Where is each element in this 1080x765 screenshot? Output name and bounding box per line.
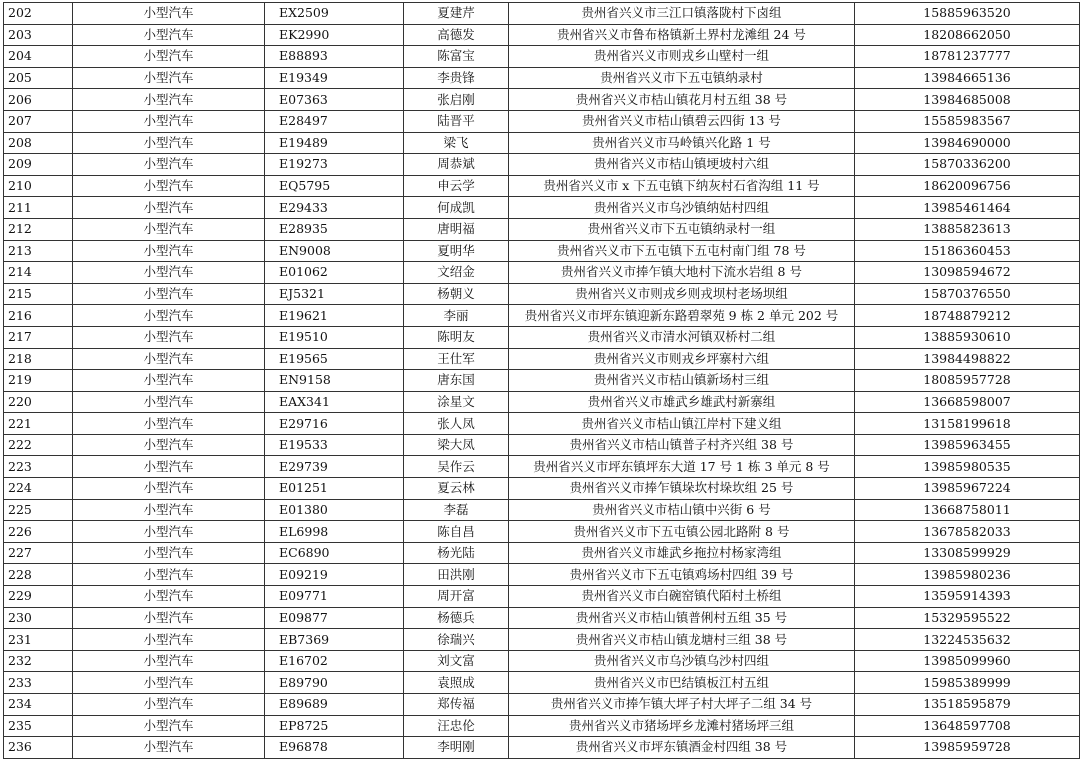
- phone-cell: 13985959728: [855, 737, 1080, 759]
- owner-name-cell: 涂星文: [404, 391, 509, 413]
- plate-number-cell: E01062: [265, 262, 404, 284]
- table-body: [4, 3, 1080, 759]
- vehicle-type-cell: 小型汽车: [73, 391, 265, 413]
- owner-name-cell: 李丽: [404, 305, 509, 327]
- vehicle-type-cell: 小型汽车: [73, 326, 265, 348]
- address-cell: 贵州省兴义市下五屯镇纳录村一组: [509, 218, 855, 240]
- owner-name-cell: 李贵锋: [404, 67, 509, 89]
- phone-cell: 13984498822: [855, 348, 1080, 370]
- table-row: [4, 672, 1080, 694]
- address-cell: 贵州省兴义市桔山镇普子村齐兴组 38 号: [509, 434, 855, 456]
- phone-cell: 13668758011: [855, 499, 1080, 521]
- plate-number-cell: EN9008: [265, 240, 404, 262]
- vehicle-type-cell: 小型汽车: [73, 89, 265, 111]
- row-number-cell: 208: [4, 132, 73, 154]
- plate-number-cell: EP8725: [265, 715, 404, 737]
- vehicle-type-cell: 小型汽车: [73, 629, 265, 651]
- table-row: [4, 24, 1080, 46]
- table-row: [4, 737, 1080, 759]
- plate-number-cell: E89689: [265, 694, 404, 716]
- owner-name-cell: 郑传福: [404, 694, 509, 716]
- owner-name-cell: 梁飞: [404, 132, 509, 154]
- table-row: [4, 305, 1080, 327]
- plate-number-cell: E19510: [265, 326, 404, 348]
- vehicle-type-cell: 小型汽车: [73, 175, 265, 197]
- address-cell: 贵州省兴义市桔山镇新场村三组: [509, 370, 855, 392]
- phone-cell: 13678582033: [855, 521, 1080, 543]
- owner-name-cell: 陈明友: [404, 326, 509, 348]
- vehicle-type-cell: 小型汽车: [73, 542, 265, 564]
- vehicle-type-cell: 小型汽车: [73, 24, 265, 46]
- owner-name-cell: 汪忠伦: [404, 715, 509, 737]
- plate-number-cell: E19565: [265, 348, 404, 370]
- vehicle-type-cell: 小型汽车: [73, 154, 265, 176]
- table-row: [4, 218, 1080, 240]
- phone-cell: 13985967224: [855, 478, 1080, 500]
- row-number-cell: 233: [4, 672, 73, 694]
- phone-cell: 13985461464: [855, 197, 1080, 219]
- row-number-cell: 222: [4, 434, 73, 456]
- owner-name-cell: 刘文富: [404, 650, 509, 672]
- plate-number-cell: EK2990: [265, 24, 404, 46]
- table-row: [4, 607, 1080, 629]
- phone-cell: 13984665136: [855, 67, 1080, 89]
- address-cell: 贵州省兴义市捧乍镇垛坎村垛坎组 25 号: [509, 478, 855, 500]
- owner-name-cell: 高德发: [404, 24, 509, 46]
- phone-cell: 13984690000: [855, 132, 1080, 154]
- address-cell: 贵州省兴义市桔山镇普俐村五组 35 号: [509, 607, 855, 629]
- row-number-cell: 210: [4, 175, 73, 197]
- address-cell: 贵州省兴义市桔山镇龙塘村三组 38 号: [509, 629, 855, 651]
- row-number-cell: 209: [4, 154, 73, 176]
- plate-number-cell: E28497: [265, 110, 404, 132]
- table-row: [4, 3, 1080, 25]
- row-number-cell: 228: [4, 564, 73, 586]
- row-number-cell: 225: [4, 499, 73, 521]
- table-row: [4, 132, 1080, 154]
- address-cell: 贵州省兴义市巴结镇板江村五组: [509, 672, 855, 694]
- vehicle-type-cell: 小型汽车: [73, 607, 265, 629]
- owner-name-cell: 杨光陆: [404, 542, 509, 564]
- phone-cell: 15186360453: [855, 240, 1080, 262]
- plate-number-cell: E29433: [265, 197, 404, 219]
- row-number-cell: 206: [4, 89, 73, 111]
- phone-cell: 13668598007: [855, 391, 1080, 413]
- table-row: [4, 629, 1080, 651]
- phone-cell: 13985963455: [855, 434, 1080, 456]
- plate-number-cell: E19533: [265, 434, 404, 456]
- table-row: [4, 564, 1080, 586]
- row-number-cell: 234: [4, 694, 73, 716]
- vehicle-type-cell: 小型汽车: [73, 283, 265, 305]
- owner-name-cell: 杨朝义: [404, 283, 509, 305]
- plate-number-cell: EC6890: [265, 542, 404, 564]
- row-number-cell: 215: [4, 283, 73, 305]
- row-number-cell: 214: [4, 262, 73, 284]
- phone-cell: 13885930610: [855, 326, 1080, 348]
- table-row: [4, 348, 1080, 370]
- plate-number-cell: E07363: [265, 89, 404, 111]
- row-number-cell: 231: [4, 629, 73, 651]
- phone-cell: 15985389999: [855, 672, 1080, 694]
- owner-name-cell: 夏明华: [404, 240, 509, 262]
- row-number-cell: 227: [4, 542, 73, 564]
- row-number-cell: 223: [4, 456, 73, 478]
- vehicle-type-cell: 小型汽车: [73, 132, 265, 154]
- table-row: [4, 110, 1080, 132]
- address-cell: 贵州省兴义市坪东镇酒金村四组 38 号: [509, 737, 855, 759]
- row-number-cell: 232: [4, 650, 73, 672]
- owner-name-cell: 张启刚: [404, 89, 509, 111]
- row-number-cell: 212: [4, 218, 73, 240]
- owner-name-cell: 文绍金: [404, 262, 509, 284]
- table-row: [4, 694, 1080, 716]
- vehicle-owner-table: [3, 2, 1080, 759]
- plate-number-cell: E09771: [265, 586, 404, 608]
- row-number-cell: 213: [4, 240, 73, 262]
- owner-name-cell: 何成凯: [404, 197, 509, 219]
- owner-name-cell: 陆晋平: [404, 110, 509, 132]
- owner-name-cell: 徐瑞兴: [404, 629, 509, 651]
- address-cell: 贵州省兴义市桔山镇中兴街 6 号: [509, 499, 855, 521]
- table-row: [4, 326, 1080, 348]
- plate-number-cell: E88893: [265, 46, 404, 68]
- plate-number-cell: E09219: [265, 564, 404, 586]
- owner-name-cell: 李磊: [404, 499, 509, 521]
- table-row: [4, 715, 1080, 737]
- vehicle-type-cell: 小型汽车: [73, 3, 265, 25]
- vehicle-type-cell: 小型汽车: [73, 478, 265, 500]
- owner-name-cell: 夏云林: [404, 478, 509, 500]
- row-number-cell: 219: [4, 370, 73, 392]
- phone-cell: 15870376550: [855, 283, 1080, 305]
- table-row: [4, 456, 1080, 478]
- address-cell: 贵州省兴义市下五屯镇公园北路附 8 号: [509, 521, 855, 543]
- phone-cell: 18208662050: [855, 24, 1080, 46]
- address-cell: 贵州省兴义市桔山镇江岸村下建义组: [509, 413, 855, 435]
- phone-cell: 13158199618: [855, 413, 1080, 435]
- address-cell: 贵州省兴义市则戎乡则戎坝村老场坝组: [509, 283, 855, 305]
- table-row: [4, 283, 1080, 305]
- plate-number-cell: E19349: [265, 67, 404, 89]
- owner-name-cell: 张人凤: [404, 413, 509, 435]
- table-row: [4, 521, 1080, 543]
- address-cell: 贵州省兴义市三江口镇落陇村下卤组: [509, 3, 855, 25]
- table-row: [4, 154, 1080, 176]
- phone-cell: 18748879212: [855, 305, 1080, 327]
- plate-number-cell: E28935: [265, 218, 404, 240]
- address-cell: 贵州省兴义市下五屯镇下五屯村南门组 78 号: [509, 240, 855, 262]
- address-cell: 贵州省兴义市捧乍镇大坪子村大坪子二组 34 号: [509, 694, 855, 716]
- address-cell: 贵州省兴义市猪场坪乡龙滩村猪场坪三组: [509, 715, 855, 737]
- vehicle-type-cell: 小型汽车: [73, 67, 265, 89]
- address-cell: 贵州省兴义市下五屯镇鸡场村四组 39 号: [509, 564, 855, 586]
- vehicle-type-cell: 小型汽车: [73, 197, 265, 219]
- row-number-cell: 203: [4, 24, 73, 46]
- address-cell: 贵州省兴义市白碗窑镇代陌村土桥组: [509, 586, 855, 608]
- row-number-cell: 216: [4, 305, 73, 327]
- table-row: [4, 46, 1080, 68]
- row-number-cell: 205: [4, 67, 73, 89]
- vehicle-type-cell: 小型汽车: [73, 370, 265, 392]
- address-cell: 贵州省兴义市桔山镇花月村五组 38 号: [509, 89, 855, 111]
- owner-name-cell: 袁照成: [404, 672, 509, 694]
- address-cell: 贵州省兴义市则戎乡山壁村一组: [509, 46, 855, 68]
- plate-number-cell: EN9158: [265, 370, 404, 392]
- vehicle-type-cell: 小型汽车: [73, 434, 265, 456]
- row-number-cell: 202: [4, 3, 73, 25]
- table-row: [4, 650, 1080, 672]
- owner-name-cell: 周恭斌: [404, 154, 509, 176]
- vehicle-type-cell: 小型汽车: [73, 694, 265, 716]
- phone-cell: 15870336200: [855, 154, 1080, 176]
- row-number-cell: 226: [4, 521, 73, 543]
- plate-number-cell: E96878: [265, 737, 404, 759]
- owner-name-cell: 唐明福: [404, 218, 509, 240]
- vehicle-type-cell: 小型汽车: [73, 456, 265, 478]
- row-number-cell: 217: [4, 326, 73, 348]
- vehicle-type-cell: 小型汽车: [73, 521, 265, 543]
- address-cell: 贵州省兴义市马岭镇兴化路 1 号: [509, 132, 855, 154]
- phone-cell: 13098594672: [855, 262, 1080, 284]
- row-number-cell: 221: [4, 413, 73, 435]
- phone-cell: 13885823613: [855, 218, 1080, 240]
- phone-cell: 15585983567: [855, 110, 1080, 132]
- address-cell: 贵州省兴义市坪东镇坪东大道 17 号 1 栋 3 单元 8 号: [509, 456, 855, 478]
- phone-cell: 18781237777: [855, 46, 1080, 68]
- owner-name-cell: 周开富: [404, 586, 509, 608]
- row-number-cell: 224: [4, 478, 73, 500]
- plate-number-cell: E01251: [265, 478, 404, 500]
- table-row: [4, 67, 1080, 89]
- address-cell: 贵州省兴义市下五屯镇纳录村: [509, 67, 855, 89]
- table-row: [4, 499, 1080, 521]
- address-cell: 贵州省兴义市鲁布格镇新土界村龙滩组 24 号: [509, 24, 855, 46]
- phone-cell: 13308599929: [855, 542, 1080, 564]
- owner-name-cell: 吴作云: [404, 456, 509, 478]
- phone-cell: 18620096756: [855, 175, 1080, 197]
- row-number-cell: 220: [4, 391, 73, 413]
- vehicle-type-cell: 小型汽车: [73, 564, 265, 586]
- owner-name-cell: 唐东国: [404, 370, 509, 392]
- plate-number-cell: E19273: [265, 154, 404, 176]
- row-number-cell: 230: [4, 607, 73, 629]
- plate-number-cell: EJ5321: [265, 283, 404, 305]
- plate-number-cell: E19489: [265, 132, 404, 154]
- phone-cell: 18085957728: [855, 370, 1080, 392]
- table-row: [4, 370, 1080, 392]
- table-row: [4, 175, 1080, 197]
- phone-cell: 13224535632: [855, 629, 1080, 651]
- plate-number-cell: E89790: [265, 672, 404, 694]
- table-row: [4, 89, 1080, 111]
- address-cell: 贵州省兴义市乌沙镇乌沙村四组: [509, 650, 855, 672]
- phone-cell: 13595914393: [855, 586, 1080, 608]
- address-cell: 贵州省兴义市坪东镇迎新东路碧翠苑 9 栋 2 单元 202 号: [509, 305, 855, 327]
- vehicle-type-cell: 小型汽车: [73, 650, 265, 672]
- vehicle-type-cell: 小型汽车: [73, 413, 265, 435]
- table-row: [4, 197, 1080, 219]
- plate-number-cell: E19621: [265, 305, 404, 327]
- table-row: [4, 542, 1080, 564]
- phone-cell: 15329595522: [855, 607, 1080, 629]
- phone-cell: 13984685008: [855, 89, 1080, 111]
- owner-name-cell: 王仕军: [404, 348, 509, 370]
- vehicle-type-cell: 小型汽车: [73, 672, 265, 694]
- table-row: [4, 413, 1080, 435]
- owner-name-cell: 梁大凤: [404, 434, 509, 456]
- owner-name-cell: 李明刚: [404, 737, 509, 759]
- row-number-cell: 235: [4, 715, 73, 737]
- plate-number-cell: EQ5795: [265, 175, 404, 197]
- row-number-cell: 211: [4, 197, 73, 219]
- plate-number-cell: EB7369: [265, 629, 404, 651]
- vehicle-type-cell: 小型汽车: [73, 348, 265, 370]
- address-cell: 贵州省兴义市桔山镇埂坡村六组: [509, 154, 855, 176]
- vehicle-type-cell: 小型汽车: [73, 110, 265, 132]
- vehicle-type-cell: 小型汽车: [73, 46, 265, 68]
- table-row: [4, 240, 1080, 262]
- phone-cell: 13985099960: [855, 650, 1080, 672]
- address-cell: 贵州省兴义市清水河镇双桥村二组: [509, 326, 855, 348]
- vehicle-type-cell: 小型汽车: [73, 262, 265, 284]
- row-number-cell: 236: [4, 737, 73, 759]
- address-cell: 贵州省兴义市乌沙镇纳姑村四组: [509, 197, 855, 219]
- phone-cell: 13985980535: [855, 456, 1080, 478]
- vehicle-type-cell: 小型汽车: [73, 715, 265, 737]
- address-cell: 贵州省兴义市桔山镇碧云四街 13 号: [509, 110, 855, 132]
- plate-number-cell: E01380: [265, 499, 404, 521]
- vehicle-type-cell: 小型汽车: [73, 305, 265, 327]
- plate-number-cell: EL6998: [265, 521, 404, 543]
- phone-cell: 13985980236: [855, 564, 1080, 586]
- owner-name-cell: 杨德兵: [404, 607, 509, 629]
- address-cell: 贵州省兴义市 x 下五屯镇下纳灰村石省沟组 11 号: [509, 175, 855, 197]
- owner-name-cell: 陈富宝: [404, 46, 509, 68]
- row-number-cell: 207: [4, 110, 73, 132]
- plate-number-cell: E29716: [265, 413, 404, 435]
- plate-number-cell: EX2509: [265, 3, 404, 25]
- plate-number-cell: E29739: [265, 456, 404, 478]
- vehicle-type-cell: 小型汽车: [73, 586, 265, 608]
- owner-name-cell: 田洪刚: [404, 564, 509, 586]
- owner-name-cell: 夏建芹: [404, 3, 509, 25]
- table-row: [4, 262, 1080, 284]
- table-row: [4, 434, 1080, 456]
- plate-number-cell: EAX341: [265, 391, 404, 413]
- vehicle-type-cell: 小型汽车: [73, 499, 265, 521]
- owner-name-cell: 申云学: [404, 175, 509, 197]
- vehicle-type-cell: 小型汽车: [73, 240, 265, 262]
- phone-cell: 15885963520: [855, 3, 1080, 25]
- owner-name-cell: 陈自昌: [404, 521, 509, 543]
- row-number-cell: 229: [4, 586, 73, 608]
- phone-cell: 13648597708: [855, 715, 1080, 737]
- vehicle-type-cell: 小型汽车: [73, 218, 265, 240]
- table-row: [4, 586, 1080, 608]
- address-cell: 贵州省兴义市捧乍镇大地村下流水岩组 8 号: [509, 262, 855, 284]
- address-cell: 贵州省兴义市雄武乡拖拉村杨家湾组: [509, 542, 855, 564]
- address-cell: 贵州省兴义市则戎乡坪寨村六组: [509, 348, 855, 370]
- row-number-cell: 218: [4, 348, 73, 370]
- vehicle-type-cell: 小型汽车: [73, 737, 265, 759]
- plate-number-cell: E09877: [265, 607, 404, 629]
- table-row: [4, 391, 1080, 413]
- phone-cell: 13518595879: [855, 694, 1080, 716]
- plate-number-cell: E16702: [265, 650, 404, 672]
- address-cell: 贵州省兴义市雄武乡雄武村新寨组: [509, 391, 855, 413]
- row-number-cell: 204: [4, 46, 73, 68]
- table-row: [4, 478, 1080, 500]
